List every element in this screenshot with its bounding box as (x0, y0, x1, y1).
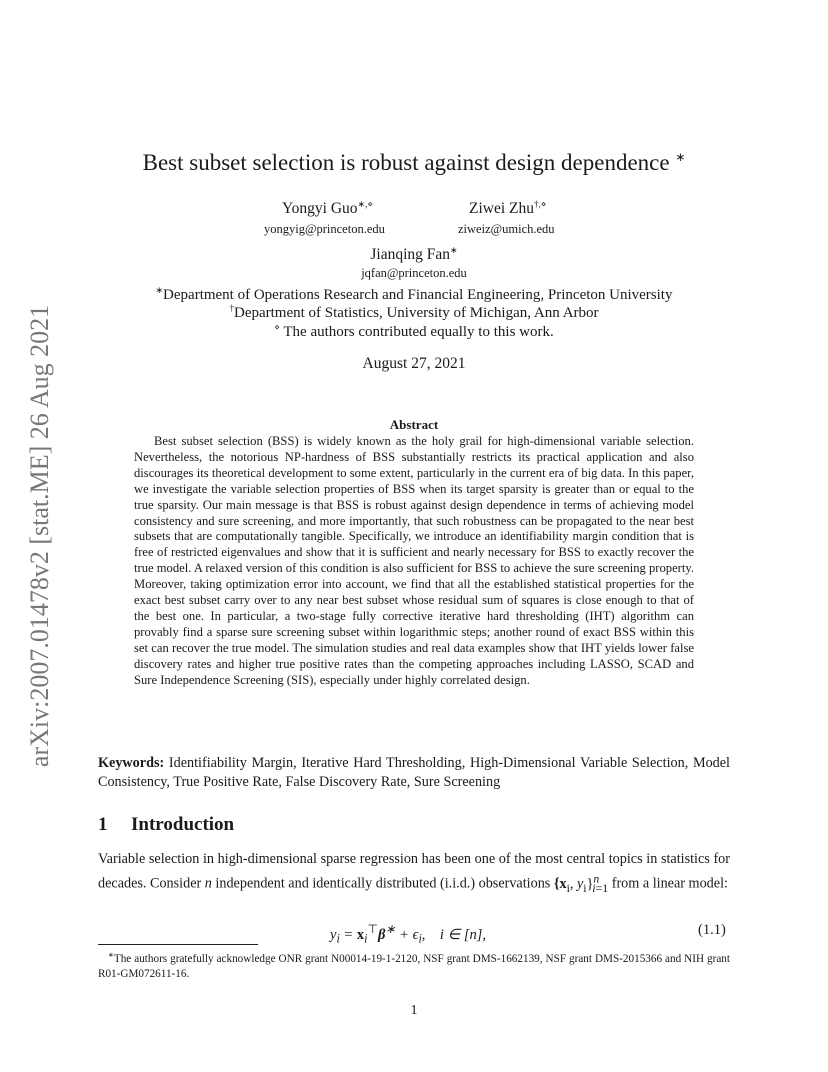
title-footnote-mark: ∗ (675, 150, 686, 164)
keywords-label: Keywords: (98, 755, 165, 771)
page-number: 1 (410, 1003, 418, 1018)
author-3-email: jqfan@princeton.edu (361, 266, 467, 280)
author-marks: †,⋄ (534, 199, 547, 209)
affiliation-mark: † (229, 303, 234, 313)
abstract-heading: Abstract (389, 417, 439, 432)
arxiv-identifier: arXiv:2007.01478v2 [stat.ME] 26 Aug 2021 (25, 304, 54, 768)
intro-text-part-1: Variable selection in high-dimensional sparse regression has been one of the most central topics in statistics for decades. Consider (98, 851, 730, 892)
intro-text-part-3: from a linear model: (608, 875, 728, 892)
affiliation-mark: ⋄ (274, 322, 280, 332)
intro-paragraph (98, 850, 730, 898)
keywords-block (98, 754, 730, 792)
equation-number: (1.1) (698, 922, 726, 938)
publication-date: August 27, 2021 (362, 355, 466, 372)
affiliation-mark: ∗ (155, 285, 164, 295)
author-1-name-line (282, 199, 373, 218)
affiliation-text: The authors contributed equally to this work. (279, 324, 554, 340)
author-marks: ∗ (450, 245, 458, 255)
observation-set-open: {x (553, 875, 567, 892)
author-1-email: yongyig@princeton.edu (264, 222, 385, 236)
paper-title: Best subset selection is robust against design dependence (142, 150, 670, 175)
equation-1-1: $y_i = x_i^⊤\beta^∗ + \epsilon_i$, i ∈ [n], (330, 922, 486, 946)
author-name: Yongyi Guo (282, 200, 358, 217)
author-3-name-line (0, 245, 828, 264)
author-name: Jianqing Fan (370, 246, 451, 263)
section-number: 1 (98, 814, 108, 835)
intro-text-part-2: independent and identically distributed (i.i.d.) observations (211, 875, 554, 892)
affiliation-1 (0, 285, 828, 304)
intro-var-n: n (204, 875, 212, 892)
author-2-name-line (469, 199, 546, 218)
footnote-rule (98, 944, 258, 945)
paper-title-line (0, 150, 828, 176)
affiliation-text: Department of Statistics, University of Michigan, Ann Arbor (233, 305, 599, 321)
author-2-email: ziweiz@umich.edu (458, 222, 555, 236)
footnote-mark: ∗ (108, 951, 114, 959)
section-heading (98, 814, 234, 836)
author-name: Ziwei Zhu (469, 200, 534, 217)
footnote-text: The authors gratefully acknowledge ONR grant N00014-19-1-2120, NSF grant DMS-1662139, NSF grant DMS-2015366 and NIH grant R01-GM072611-16. (98, 953, 730, 980)
author-marks: ∗,⋄ (357, 199, 373, 209)
keywords-text: Identifiability Margin, Iterative Hard Thresholding, High-Dimensional Variable Selection, Model Consistency, True Positive Rate, False Discovery Rate, Sure Screening (98, 755, 730, 790)
footnote (98, 948, 730, 982)
affiliation-text: Department of Operations Research and Financial Engineering, Princeton University (163, 287, 673, 303)
observation-set-math: {$x_i$, $y_i\}^n_{i=1}$ (553, 871, 609, 895)
section-title: Introduction (131, 814, 235, 835)
affiliation-3 (0, 322, 828, 341)
abstract-body: Best subset selection (BSS) is widely known as the holy grail for high-dimensional variable selection. Nevertheless, the notorious NP-hardness of BSS substantially restricts its practical application and also discourages its theoretical development to some extent, particularly in the current era of big data. In this paper, we investigate the variable selection properties of BSS when its target sparsity is greater than or equal to the true sparsity. Our main message is that BSS is robust against design dependence in terms of achieving model consistency and sure screening, and more importantly, that such robustness can be propagated to the near best subsets that are computationally tangible. Specifically, we introduce an identifiability margin condition that is free of restricted eigenvalues and show that it is sufficient and nearly necessary for BSS to exactly recover the true model. A relaxed version of this condition is also sufficient for BSS to achieve the sure screening property. Moreover, taking optimization error into account, we find that all the established statistical properties for the exact best subset carry over to any near best subset whose residual sum of squares is close enough to that of the best one. In particular, a two-stage fully corrective iterative hard thresholding (IHT) algorithm can provably find a sparse sure screening subset within logarithmic steps; another round of exact BSS within this set can recover the true model. The simulation studies and real data examples show that IHT yields lower false discovery rates and higher true positive rates than the competing approaches including LASSO, SCAD and Sure Independence Screening (SIS), especially under highly correlated design. (134, 434, 694, 687)
affiliation-2 (0, 303, 828, 322)
